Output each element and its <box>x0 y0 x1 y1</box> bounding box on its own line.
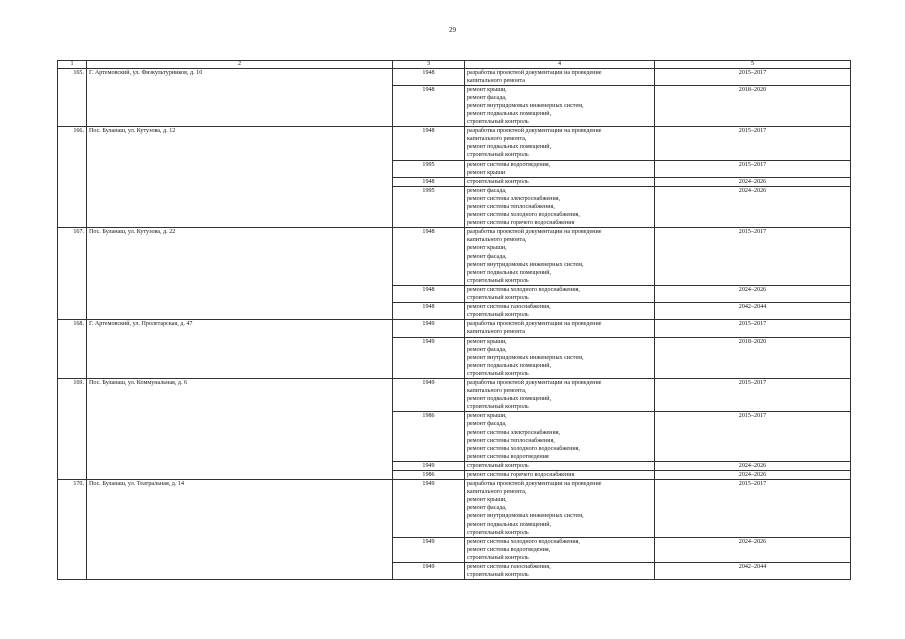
repair-period: 2024–2026 <box>655 537 851 562</box>
work-item: ремонт крыши <box>467 169 506 176</box>
work-item: капитального ремонта, <box>467 136 527 143</box>
work-types <box>465 85 655 126</box>
work-item: ремонт фасада, <box>467 187 507 194</box>
work-item: ремонт подвальных помещений, <box>467 362 552 369</box>
header-col-1: 1 <box>58 61 87 69</box>
table-row <box>58 378 851 411</box>
page-number: 29 <box>449 26 456 34</box>
build-year: 1948 <box>393 228 465 286</box>
repair-period: 2015–2017 <box>655 378 851 411</box>
build-year: 1948 <box>393 127 465 160</box>
work-item: строительный контроль <box>467 295 529 302</box>
work-item: ремонт системы водоотведения <box>467 453 549 460</box>
work-item: капитального ремонта, <box>467 388 527 395</box>
header-col-2: 2 <box>87 61 393 69</box>
entry-number: 166. <box>58 127 87 228</box>
build-year: 1986 <box>393 412 465 462</box>
work-item: ремонт системы электроснабжения, <box>467 429 561 436</box>
work-types <box>465 303 655 320</box>
work-item: капитального ремонта <box>467 329 525 336</box>
build-year: 1949 <box>393 461 465 470</box>
header-row <box>58 61 851 69</box>
work-item: ремонт фасада, <box>467 346 507 353</box>
work-types <box>465 412 655 462</box>
entry-address: Г. Артемовский, ул. Физкультурников, д. 10 <box>87 68 393 127</box>
work-item: ремонт внутридомовых инженерных систем, <box>467 513 584 520</box>
work-item: ремонт крыши, <box>467 245 507 252</box>
repair-period: 2042–2044 <box>655 303 851 320</box>
work-types <box>465 320 655 337</box>
repair-period: 2018–2020 <box>655 337 851 378</box>
work-item: ремонт фасада, <box>467 253 507 260</box>
work-item: строительный контроль <box>467 152 529 159</box>
work-item: ремонт системы холодного водоснабжения, <box>467 445 580 452</box>
work-types <box>465 228 655 286</box>
work-item: разработка проектной документации на проведение <box>467 481 602 488</box>
work-item: ремонт крыши, <box>467 413 507 420</box>
work-item: ремонт системы газоснабжения, <box>467 564 551 571</box>
work-item: разработка проектной документации на проведение <box>467 229 602 236</box>
work-item: капитального ремонта, <box>467 237 527 244</box>
entry-address: Пос. Буланаш, ул. Театральная, д. 14 <box>87 480 393 580</box>
table-body <box>58 68 851 580</box>
work-item: ремонт внутридомовых инженерных систем, <box>467 354 584 361</box>
repair-period: 2024–2026 <box>655 177 851 186</box>
work-item: строительный контроль <box>467 572 529 579</box>
work-item: ремонт крыши, <box>467 497 507 504</box>
entry-number: 169. <box>58 378 87 479</box>
build-year: 1948 <box>393 68 465 85</box>
work-item: ремонт системы газоснабжения, <box>467 304 551 311</box>
build-year: 1948 <box>393 177 465 186</box>
entry-number: 167. <box>58 228 87 320</box>
work-item: ремонт фасада, <box>467 421 507 428</box>
work-item: ремонт системы холодного водоснабжения, <box>467 286 580 293</box>
work-item: строительный контроль <box>467 404 529 411</box>
work-item: ремонт подвальных помещений, <box>467 521 552 528</box>
work-item: строительный контроль <box>467 178 529 185</box>
build-year: 1949 <box>393 537 465 562</box>
repair-period: 2015–2017 <box>655 160 851 177</box>
repair-schedule-table <box>57 60 851 580</box>
work-item: разработка проектной документации на проведение <box>467 69 602 76</box>
build-year: 1986 <box>393 471 465 480</box>
work-types <box>465 537 655 562</box>
work-types <box>465 127 655 160</box>
work-item: капитального ремонта <box>467 77 525 84</box>
work-types <box>465 471 655 480</box>
work-item: строительный контроль <box>467 119 529 126</box>
build-year: 1949 <box>393 337 465 378</box>
table-row <box>58 228 851 286</box>
entry-address: Пос. Буланаш, ул. Коммунальная, д. 6 <box>87 378 393 479</box>
repair-period: 2018–2020 <box>655 85 851 126</box>
work-item: ремонт системы водоотведения, <box>467 161 551 168</box>
work-item: ремонт системы горячего водоснабжения <box>467 472 575 478</box>
work-item: строительный контроль <box>467 462 529 469</box>
header-col-4: 4 <box>465 61 655 69</box>
work-item: ремонт внутридомовых инженерных систем, <box>467 102 584 109</box>
build-year: 1995 <box>393 186 465 227</box>
build-year: 1949 <box>393 480 465 538</box>
table-row <box>58 480 851 538</box>
repair-period: 2024–2026 <box>655 186 851 227</box>
repair-period: 2015–2017 <box>655 320 851 337</box>
table-row <box>58 127 851 160</box>
work-item: капитального ремонта, <box>467 489 527 496</box>
work-item: ремонт подвальных помещений, <box>467 269 552 276</box>
work-item: ремонт системы холодного водоснабжения, <box>467 538 580 545</box>
table-row <box>58 320 851 337</box>
work-item: ремонт подвальных помещений, <box>467 396 552 403</box>
repair-period: 2015–2017 <box>655 412 851 462</box>
work-item: строительный контроль <box>467 277 529 284</box>
work-item: ремонт системы теплоснабжения, <box>467 437 555 444</box>
repair-period: 2024–2026 <box>655 461 851 470</box>
table-row <box>58 68 851 85</box>
work-item: ремонт системы электроснабжения, <box>467 195 561 202</box>
work-item: строительный контроль <box>467 529 529 536</box>
work-types <box>465 563 655 580</box>
work-types <box>465 480 655 538</box>
work-types <box>465 378 655 411</box>
work-item: разработка проектной документации на проведение <box>467 321 602 328</box>
work-item: ремонт системы горячего водоснабжения <box>467 220 575 227</box>
work-item: строительный контроль <box>467 554 529 561</box>
work-item: ремонт системы водоотведения, <box>467 546 551 553</box>
work-types <box>465 186 655 227</box>
entry-address: Пос. Буланаш, ул. Кутузова, д. 22 <box>87 228 393 320</box>
entry-number: 165. <box>58 68 87 127</box>
entry-number: 168. <box>58 320 87 379</box>
build-year: 1948 <box>393 285 465 302</box>
work-types <box>465 461 655 470</box>
build-year: 1948 <box>393 303 465 320</box>
work-item: ремонт фасада, <box>467 505 507 512</box>
build-year: 1949 <box>393 563 465 580</box>
work-types <box>465 68 655 85</box>
work-item: ремонт крыши, <box>467 338 507 345</box>
entry-address: Г. Артемовский, ул. Пролетарская, д. 47 <box>87 320 393 379</box>
repair-period: 2015–2017 <box>655 127 851 160</box>
table-header <box>58 61 851 69</box>
work-item: ремонт системы холодного водоснабжения, <box>467 212 580 219</box>
work-types <box>465 177 655 186</box>
build-year: 1949 <box>393 378 465 411</box>
work-item: ремонт системы теплоснабжения, <box>467 204 555 210</box>
repair-period: 2015–2017 <box>655 480 851 538</box>
header-col-5: 5 <box>655 61 851 69</box>
build-year: 1948 <box>393 85 465 126</box>
entry-address: Пос. Буланаш, ул. Кутузова, д. 12 <box>87 127 393 228</box>
work-types <box>465 160 655 177</box>
repair-period: 2024–2026 <box>655 285 851 302</box>
work-item: строительный контроль <box>467 370 529 377</box>
header-col-3: 3 <box>393 61 465 69</box>
repair-period: 2015–2017 <box>655 228 851 286</box>
build-year: 1949 <box>393 320 465 337</box>
repair-period: 2024–2026 <box>655 471 851 480</box>
work-types <box>465 285 655 302</box>
repair-period: 2042–2044 <box>655 563 851 580</box>
work-item: ремонт подвальных помещений, <box>467 110 552 117</box>
work-types <box>465 337 655 378</box>
work-item: разработка проектной документации на проведение <box>467 379 602 386</box>
entry-number: 170. <box>58 480 87 580</box>
build-year: 1995 <box>393 160 465 177</box>
work-item: ремонт подвальных помещений, <box>467 144 552 151</box>
work-item: разработка проектной документации на проведение <box>467 128 602 135</box>
work-item: ремонт внутридомовых инженерных систем, <box>467 261 584 268</box>
work-item: строительный контроль <box>467 312 529 319</box>
work-item: ремонт крыши, <box>467 86 507 93</box>
work-item: ремонт фасада, <box>467 94 507 101</box>
repair-period: 2015–2017 <box>655 68 851 85</box>
